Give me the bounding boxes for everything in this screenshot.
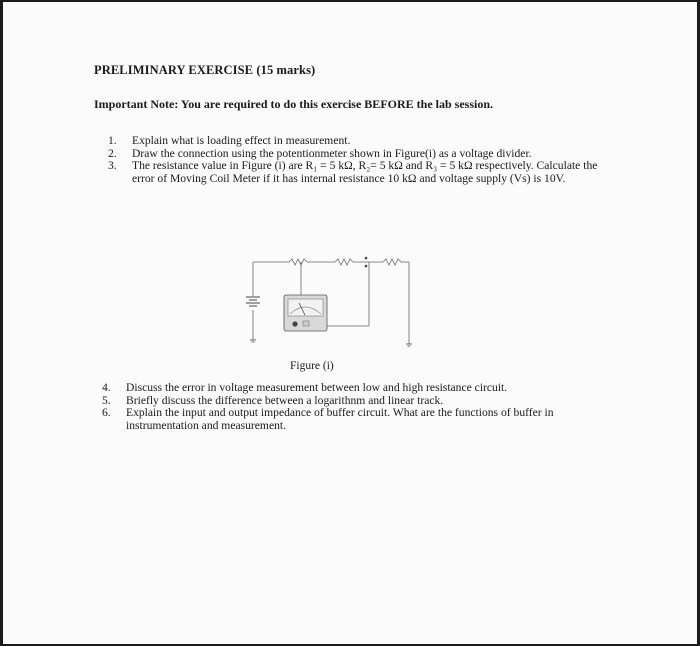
question-list-2 [102, 382, 612, 432]
list-item [108, 160, 613, 185]
item-text: Discuss the error in voltage measurement between low and high resistance circuit. [126, 381, 508, 394]
circuit-diagram [229, 240, 419, 355]
list-item [102, 407, 612, 432]
important-note: Important Note: You are required to do this exercise BEFORE the lab session. [94, 97, 493, 111]
resistor-icon [383, 259, 401, 265]
item-number: 5. [102, 393, 111, 407]
ground-icon [250, 340, 256, 342]
voltage-source-icon [246, 297, 260, 306]
moving-coil-meter-icon [284, 295, 327, 331]
question-list-1 [108, 135, 613, 185]
exercise-title: PRELIMINARY EXERCISE (15 marks) [94, 63, 316, 77]
document-page [3, 2, 697, 644]
item-number: 3. [108, 159, 117, 173]
item-number: 2. [108, 146, 117, 160]
item-text: The resistance value in Figure (i) are R₁ = 5 kΩ, R₂= 5 kΩ and R₃ = 5 kΩ respectively. Calculate the error of Moving Coil Meter if it has internal resistance 10 kΩ and voltage supply (Vs) is 10V. [132, 159, 598, 185]
figure-caption: Figure (i) [290, 360, 334, 372]
list-item [102, 382, 612, 395]
item-text: Explain the input and output impedance of buffer circuit. What are the functions of buffer in instrumentation and measurement. [126, 406, 554, 432]
item-number: 1. [108, 134, 117, 147]
circuit-figure [229, 240, 419, 355]
resistor-icon [335, 259, 353, 265]
item-text: Briefly discuss the difference between a logarithnm and linear track. [126, 393, 444, 407]
resistor-icon [289, 259, 307, 265]
ground-icon [406, 344, 412, 346]
item-text: Explain what is loading effect in measurement. [132, 134, 351, 147]
item-number: 4. [102, 381, 111, 394]
item-text: Draw the connection using the potentionmeter shown in Figure(i) as a voltage divider. [132, 146, 532, 160]
item-number: 6. [102, 406, 111, 420]
list-item [108, 135, 613, 148]
